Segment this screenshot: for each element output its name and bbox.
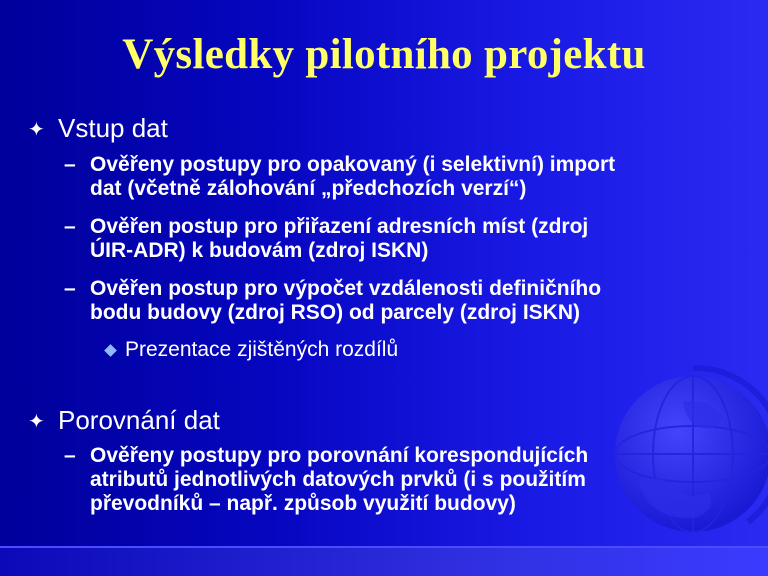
item-text-cont: atributů jednotlivých datových prvků (i s použitím xyxy=(90,468,586,491)
list-item xyxy=(64,444,744,516)
divider xyxy=(0,546,768,548)
dash: – xyxy=(64,215,76,238)
item-text: Ověřeny postupy pro porovnání korespondujících xyxy=(90,444,589,467)
four-point-star-icon: ✦ xyxy=(28,119,45,141)
item-text-cont: převodníků – např. způsob využití budovy) xyxy=(90,492,516,515)
section-heading: Porovnání dat xyxy=(58,405,220,435)
bottom-bar xyxy=(0,546,768,576)
dash: – xyxy=(64,444,76,467)
item-text-cont: bodu budovy (zdroj RSO) od parcely (zdroj ISKN) xyxy=(90,301,581,324)
item-text: Ověřen postup pro výpočet vzdálenosti definičního xyxy=(90,277,602,300)
item-text: Ověřen postup pro přiřazení adresních míst (zdroj xyxy=(90,215,589,238)
diamond-bullet-icon xyxy=(104,344,117,357)
dash: – xyxy=(64,277,76,300)
list-item xyxy=(64,215,744,263)
sub-bullet xyxy=(103,337,398,363)
item-text-cont: ÚIR-ADR) k budovám (zdroj ISKN) xyxy=(90,239,429,262)
list-item xyxy=(64,277,744,325)
slide-title: Výsledky pilotního projektu xyxy=(122,31,646,78)
four-point-star-icon: ✦ xyxy=(28,411,45,433)
list-item xyxy=(64,153,744,201)
bullet-porovnani-dat xyxy=(28,405,220,437)
sub-bullet-text: Prezentace zjištěných rozdílů xyxy=(125,338,399,361)
item-text: Ověřeny postupy pro opakovaný (i selektivní) import xyxy=(90,153,616,176)
item-text-cont: dat (včetně zálohování „předchozích verzí“) xyxy=(90,177,527,200)
bullet-vstup-dat xyxy=(28,113,168,145)
dash: – xyxy=(64,153,76,176)
section-heading: Vstup dat xyxy=(58,113,168,143)
